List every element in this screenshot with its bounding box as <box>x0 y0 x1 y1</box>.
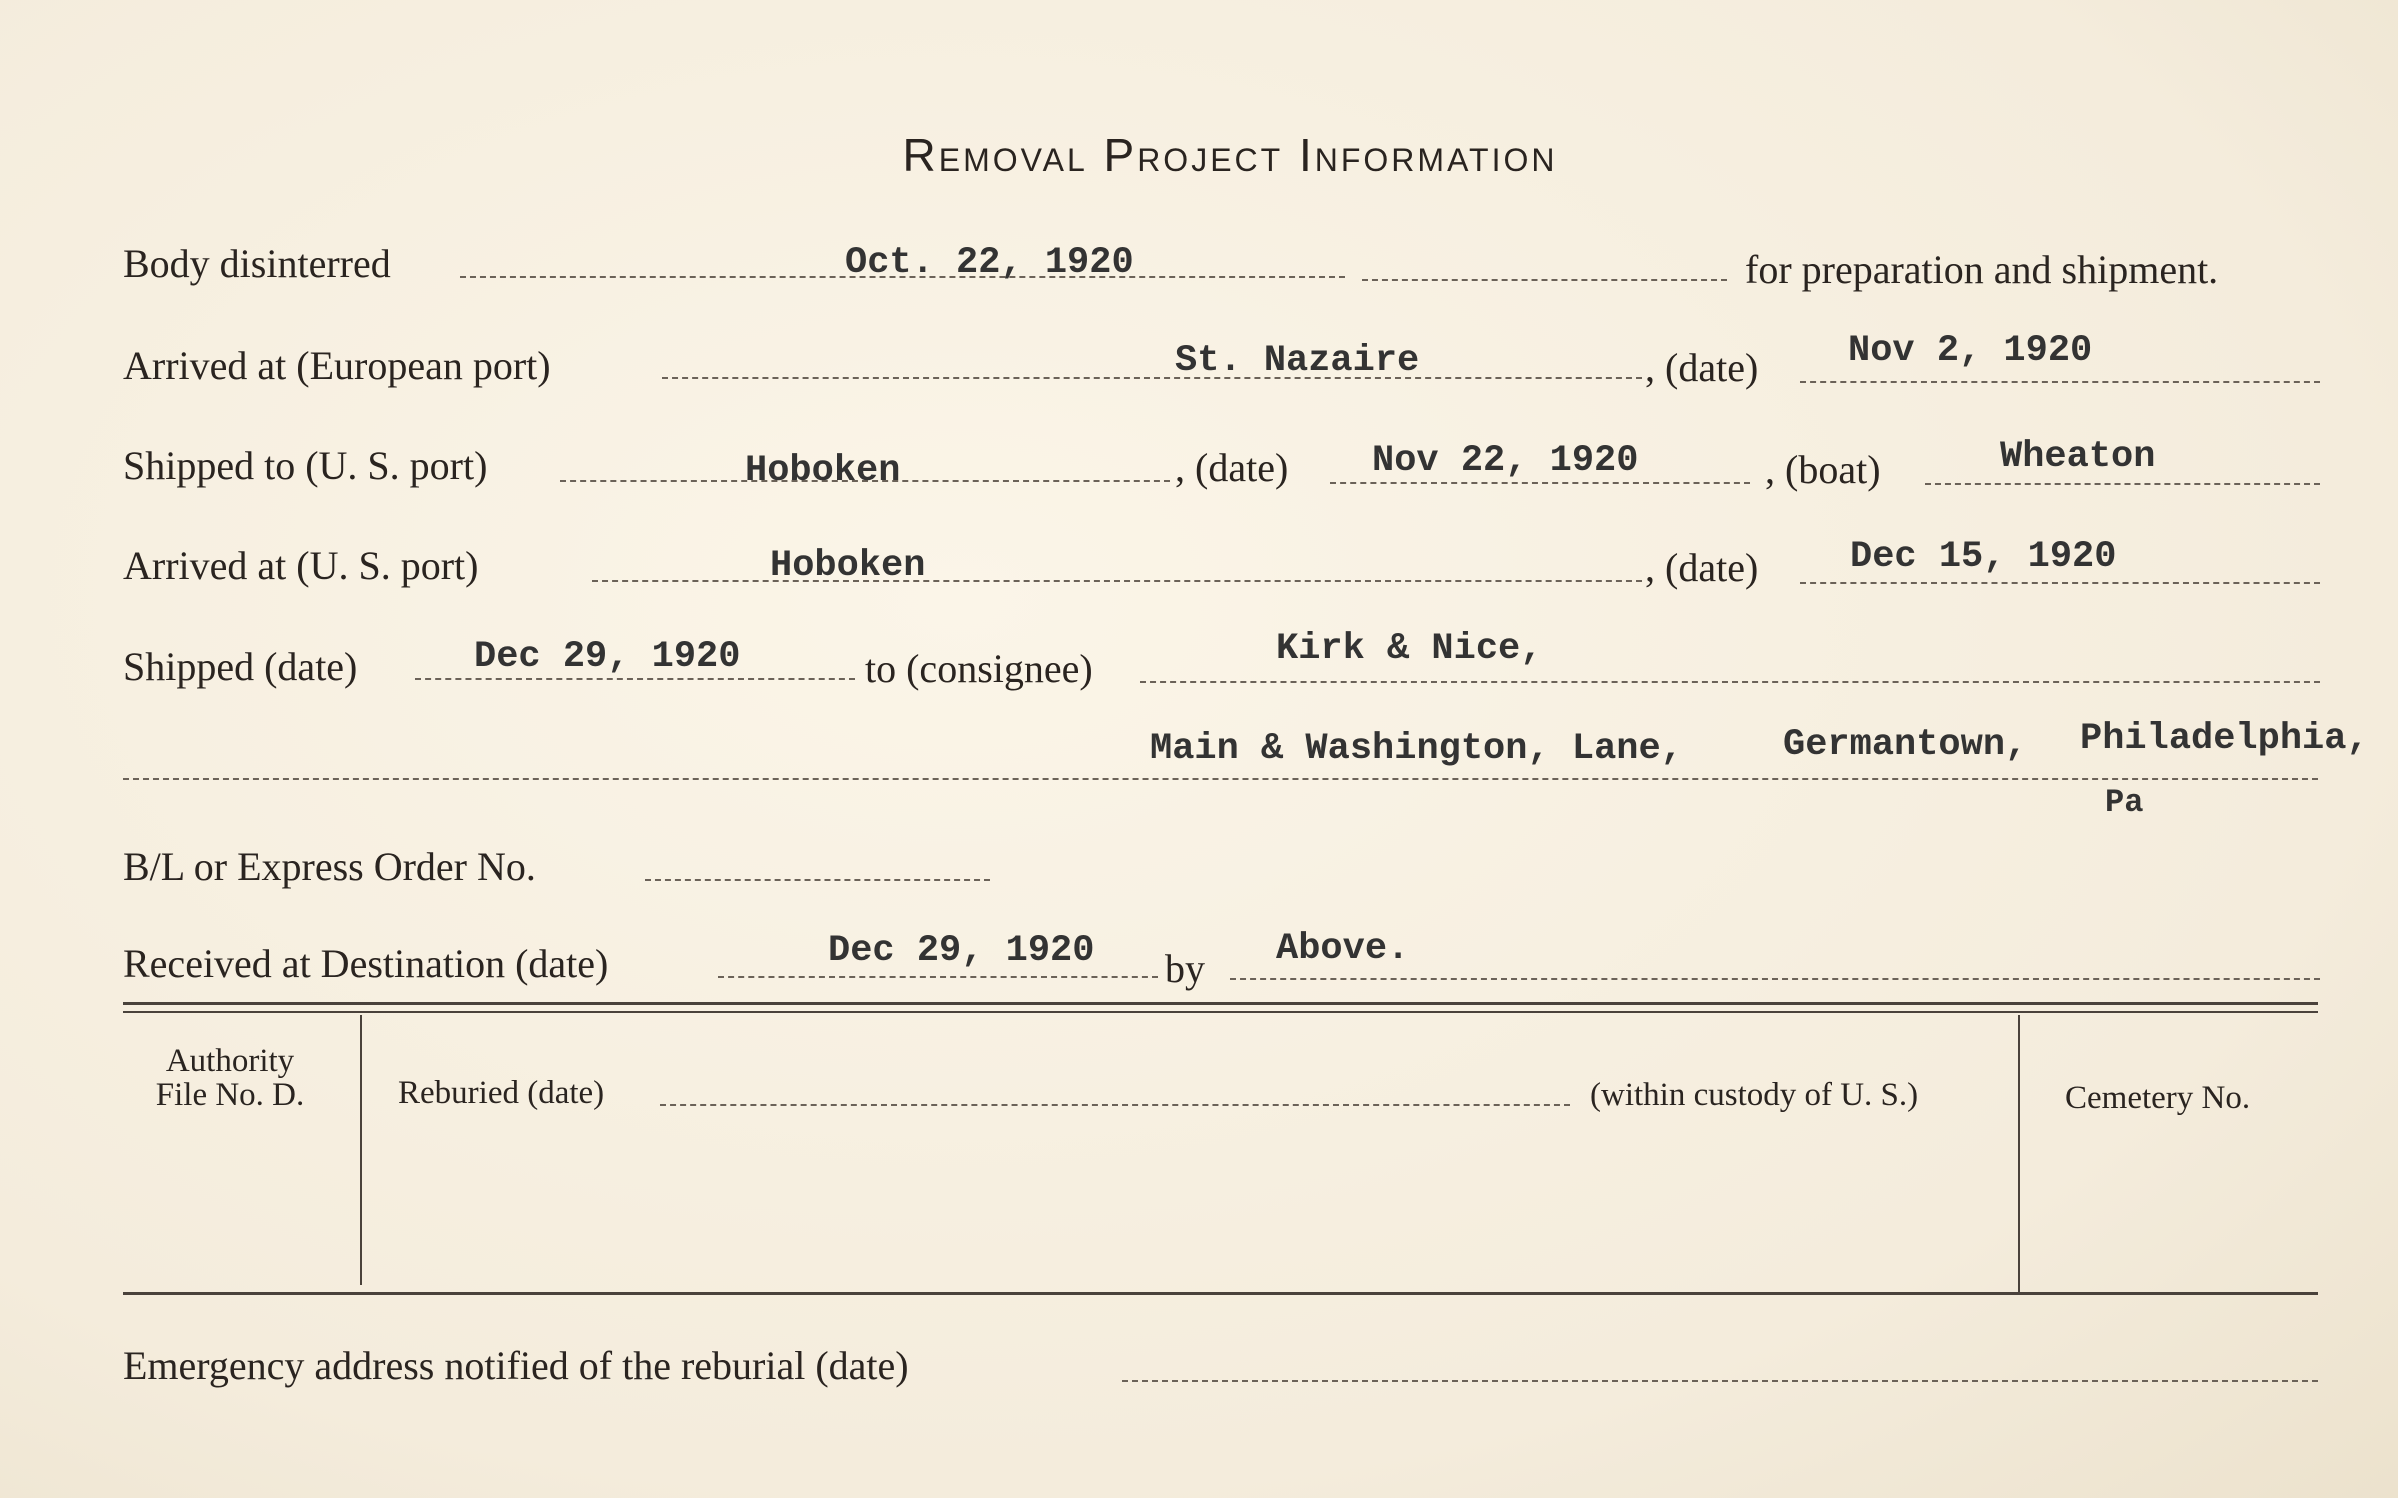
address-city: Germantown, <box>1783 724 2028 766</box>
received-date: Dec 29, 1920 <box>828 930 1095 972</box>
received-by-label: by <box>1165 946 1205 991</box>
shipped-us-date-line <box>1330 482 1750 484</box>
received-date-line <box>718 976 1158 978</box>
shipped-us-date: Nov 22, 1920 <box>1372 440 1639 482</box>
consignee-label: to (consignee) <box>865 646 1093 691</box>
arrived-european-date-line <box>1800 381 2320 383</box>
shipped-date-line <box>415 678 855 680</box>
arrived-us-line <box>592 580 1642 582</box>
body-disinterred-label: Body disinterred <box>123 241 391 286</box>
body-disinterred-line-2 <box>1362 279 1727 281</box>
divider-left <box>360 1015 362 1285</box>
reburied-label: Reburied (date) <box>398 1075 605 1111</box>
received-label: Received at Destination (date) <box>123 941 609 986</box>
divider-right <box>2018 1015 2020 1293</box>
emergency-line <box>1122 1380 2318 1382</box>
shipped-us-port: Hoboken <box>745 450 901 492</box>
shipped-us-boat-line <box>1925 483 2320 485</box>
shipped-us-boat: Wheaton <box>2000 436 2156 478</box>
arrived-us-label: Arrived at (U. S. port) <box>123 543 479 588</box>
shipped-us-date-label: , (date) <box>1175 445 1289 490</box>
address-place: Philadelphia, <box>2080 718 2369 760</box>
arrived-us-date-line <box>1800 582 2320 584</box>
cemetery-label: Cemetery No. <box>2065 1080 2251 1116</box>
address-line <box>123 778 2318 780</box>
shipped-date-label: Shipped (date) <box>123 644 358 689</box>
shipped-us-boat-label: , (boat) <box>1765 447 1881 492</box>
arrived-european-label: Arrived at (European port) <box>123 343 551 388</box>
page-title: Removal Project Information <box>902 129 1558 181</box>
bl-order-label: B/L or Express Order No. <box>123 844 536 889</box>
received-by: Above. <box>1276 928 1410 970</box>
reburied-line <box>660 1104 1570 1106</box>
bl-order-line <box>645 879 990 881</box>
reburied-suffix: (within custody of U. S.) <box>1590 1077 1919 1113</box>
address-state: Pa <box>2105 784 2144 821</box>
emergency-label: Emergency address notified of the reburial (date) <box>123 1343 909 1388</box>
arrived-us-date-label: , (date) <box>1645 545 1759 590</box>
consignee-line <box>1140 681 2320 683</box>
address-street: Main & Washington, Lane, <box>1150 728 1683 770</box>
arrived-european-line <box>662 377 1642 379</box>
consignee-value: Kirk & Nice, <box>1276 628 1543 670</box>
arrived-european-date: Nov 2, 1920 <box>1848 330 2093 372</box>
arrived-us-port: Hoboken <box>770 545 926 587</box>
arrived-european-date-label: , (date) <box>1645 345 1759 390</box>
body-disinterred-value: Oct. 22, 1920 <box>845 242 1134 284</box>
arrived-european-port: St. Nazaire <box>1175 340 1420 382</box>
shipped-date-value: Dec 29, 1920 <box>474 636 741 678</box>
authority-label-2: File No. D. <box>155 1077 305 1113</box>
authority-label-1: Authority <box>165 1043 295 1079</box>
shipped-us-label: Shipped to (U. S. port) <box>123 443 488 488</box>
divider-top-2 <box>123 1011 2318 1013</box>
arrived-us-date: Dec 15, 1920 <box>1850 536 2117 578</box>
divider-top-1 <box>123 1002 2318 1005</box>
received-by-line <box>1230 978 2320 980</box>
body-disinterred-suffix: for preparation and shipment. <box>1745 247 2219 292</box>
divider-bottom <box>123 1292 2318 1295</box>
